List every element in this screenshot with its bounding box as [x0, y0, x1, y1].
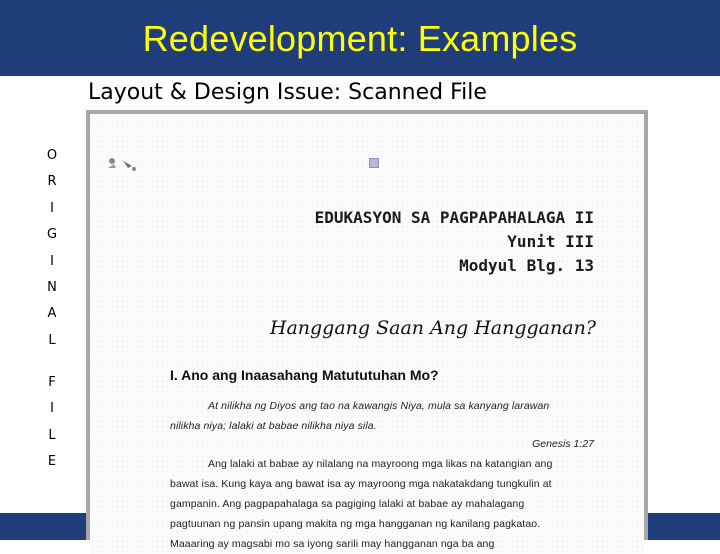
vertical-letter: L: [48, 427, 56, 443]
doc-quote-line: nilikha niya; lalaki at babae nilikha niya sila.: [170, 420, 377, 432]
scanned-logo-icon: [106, 156, 138, 175]
vertical-letter: L: [48, 332, 56, 348]
doc-body-line: Maaaring ay magsabi mo sa iyong sarili may hangganan nga ba ang: [170, 538, 495, 550]
footer-bar-left: [0, 513, 86, 540]
vertical-letter: F: [48, 375, 56, 390]
slide-subtitle: Layout & Design Issue: Scanned File: [88, 80, 487, 105]
doc-section-heading: I. Ano ang Inaasahang Matututuhan Mo?: [170, 367, 439, 383]
doc-heading-line: Modyul Blg. 13: [459, 256, 594, 275]
vertical-letter: I: [50, 401, 54, 417]
vertical-letter: E: [47, 454, 57, 470]
vertical-letter: N: [47, 279, 57, 295]
scanned-small-icon: [369, 158, 379, 168]
footer-bar-right: [648, 513, 720, 540]
vertical-letter: O: [46, 148, 58, 163]
vertical-letter: G: [46, 227, 58, 243]
doc-body-line: Ang lalaki at babae ay nilalang na mayroong mga likas na katangian ang: [208, 458, 553, 470]
vertical-letter: A: [47, 306, 57, 322]
scanned-page: [90, 114, 644, 554]
vertical-letter: I: [50, 253, 54, 269]
doc-quote-reference: Genesis 1:27: [532, 438, 594, 450]
vertical-label-original: [44, 143, 60, 354]
doc-body-line: bawat isa. Kung kaya ang bawat isa ay mayroong mga nakatakdang tungkulin at: [170, 478, 552, 490]
vertical-letter: I: [50, 200, 54, 216]
title-bar: [0, 0, 720, 76]
slide-title: Redevelopment: Examples: [142, 18, 578, 59]
vertical-letter: R: [47, 174, 57, 190]
scanned-document-image: [86, 110, 648, 550]
doc-lesson-title: Hanggang Saan Ang Hangganan?: [269, 317, 596, 339]
doc-heading-line: Yunit III: [507, 232, 594, 251]
doc-body-line: pagtuunan ng pansin upang makita ng mga hangganan ng kanilang pagkatao.: [170, 518, 541, 530]
doc-body-line: gampanin. Ang pagpapahalaga sa pagiging lalaki at babae ay mahalagang: [170, 498, 525, 510]
vertical-label-file: [44, 370, 60, 476]
doc-quote-line: At nilikha ng Diyos ang tao na kawangis Niya, mula sa kanyang larawan: [208, 400, 550, 412]
doc-heading-line: EDUKASYON SA PAGPAPAHALAGA II: [314, 208, 594, 227]
